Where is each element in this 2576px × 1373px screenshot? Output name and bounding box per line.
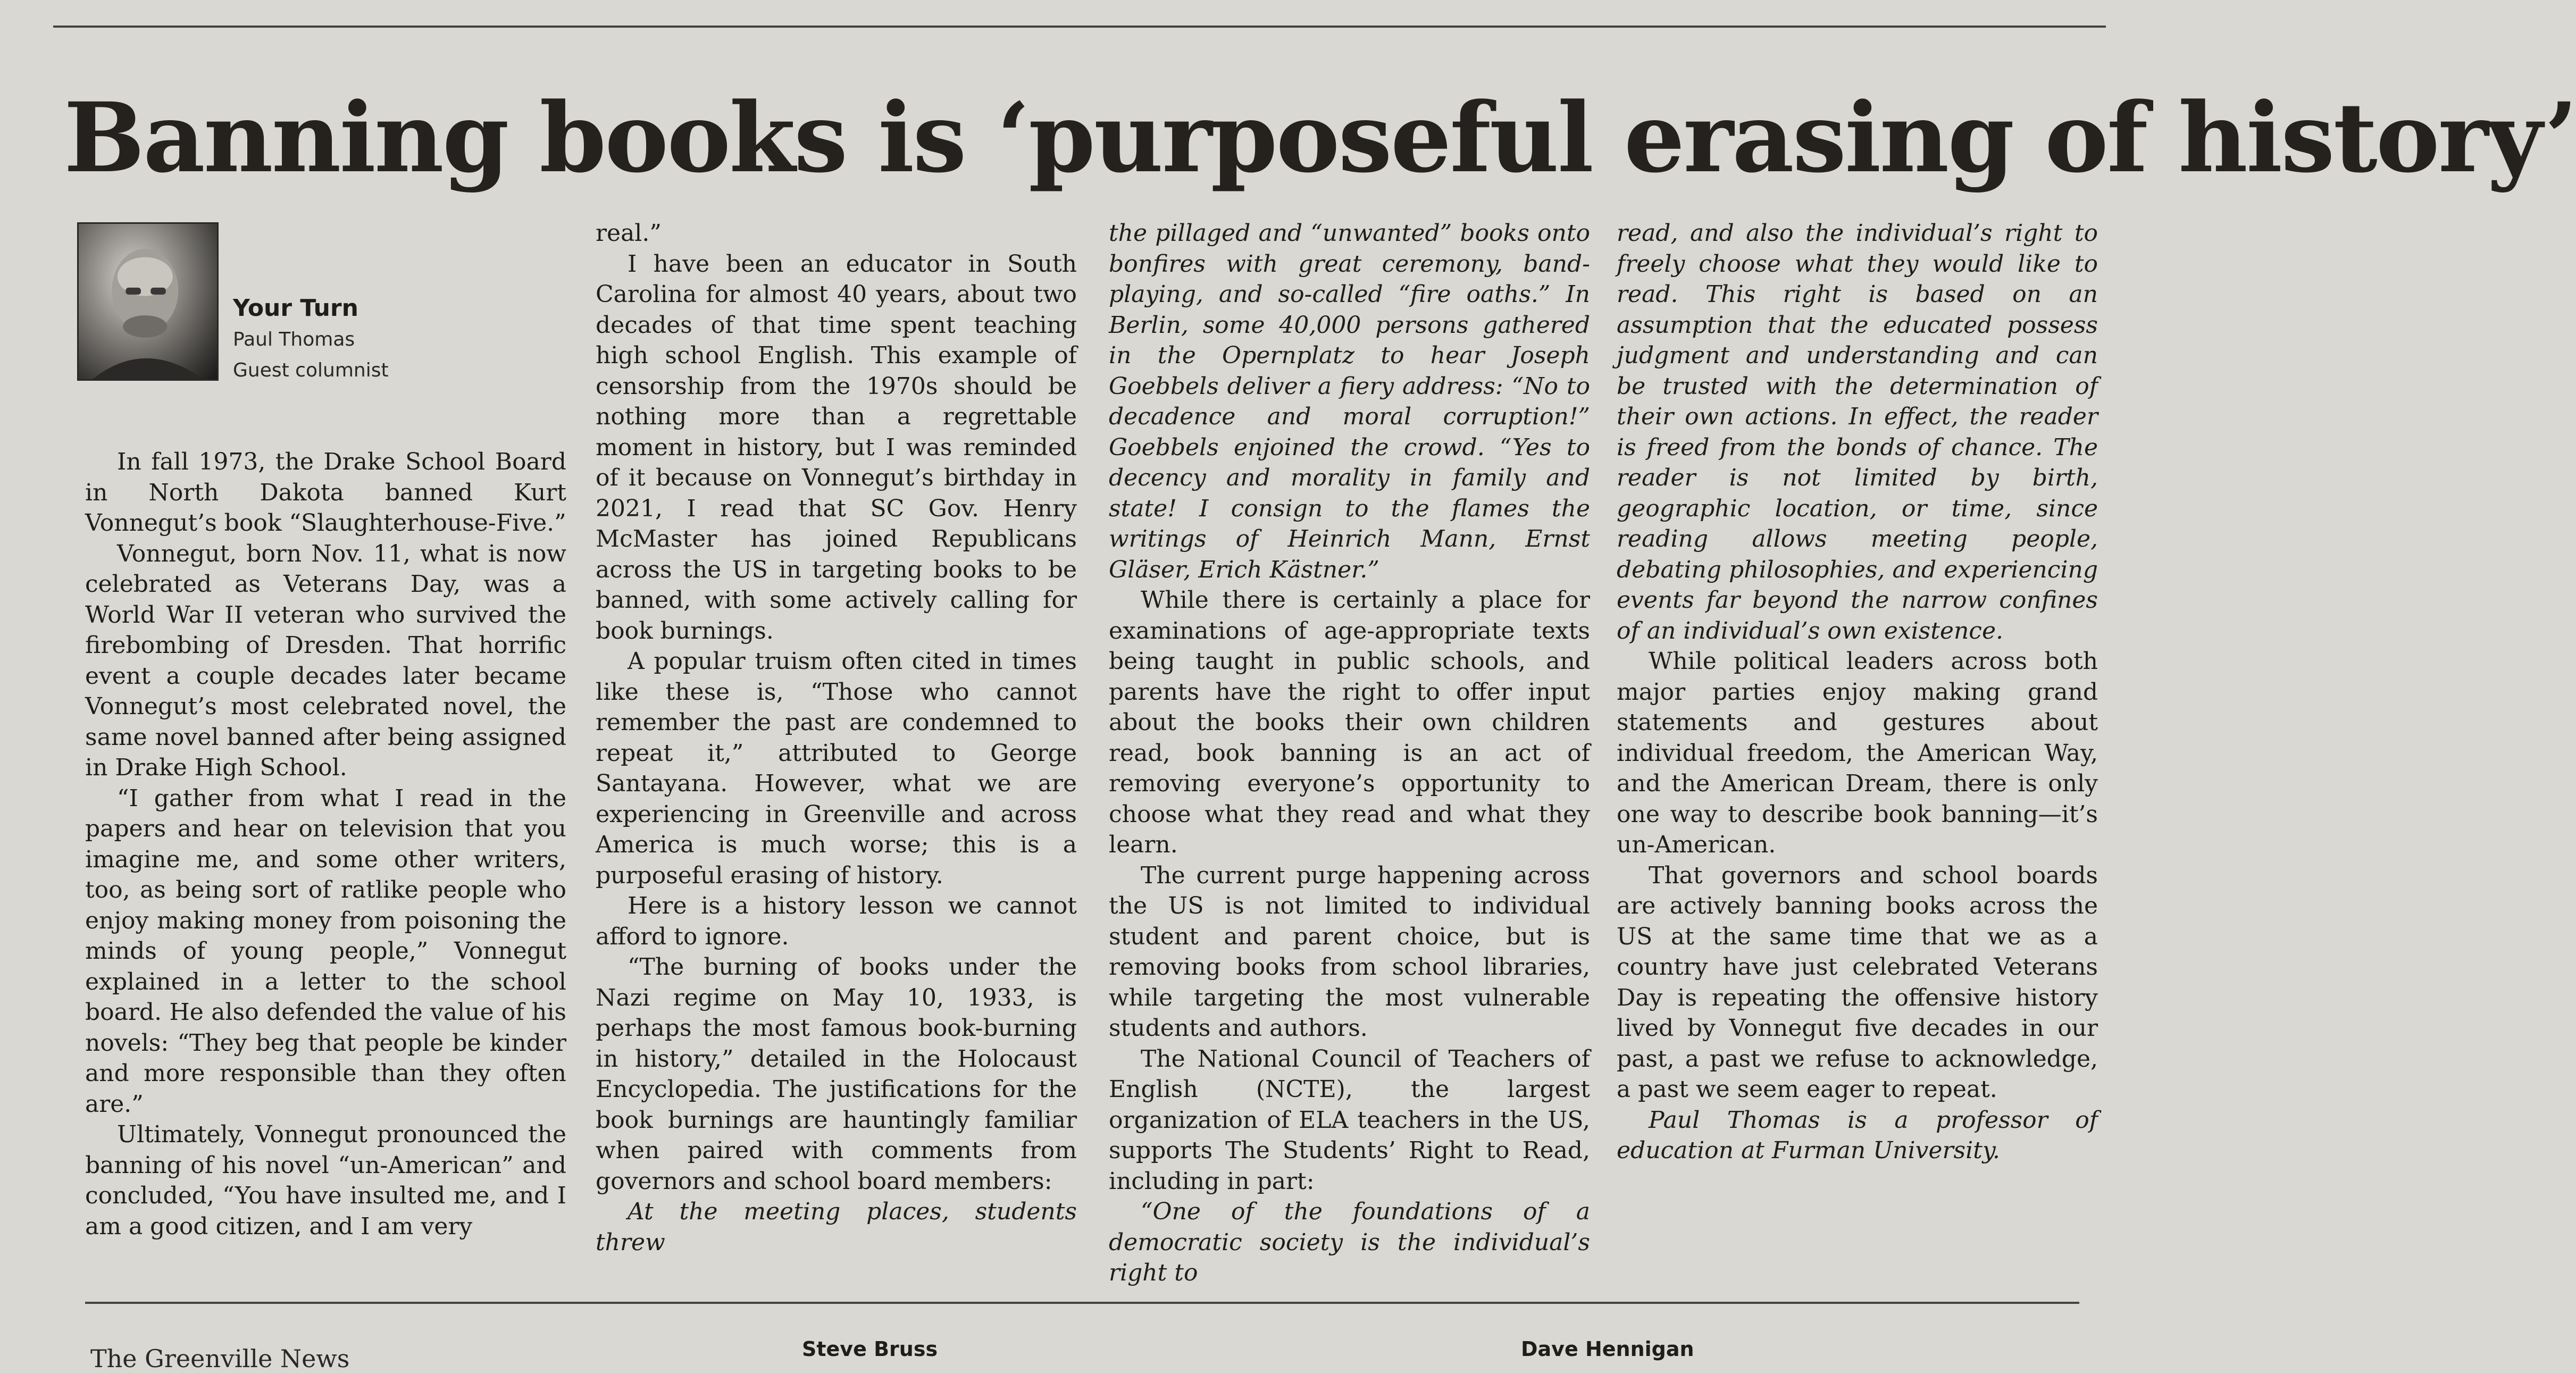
top-rule	[53, 26, 2106, 28]
paragraph: While political leaders across both major parties enjoy making grand statements and gestures about individual freedom, the American Way, and the American Dream, there is only one way to describe book banning—it’s un-American.	[1617, 648, 2098, 858]
byline-author: Paul Thomas	[233, 329, 355, 350]
footer-name-1: Steve Bruss	[802, 1337, 938, 1361]
paragraph: “The burning of books under the Nazi regime on May 10, 1933, is perhaps the most famous book-burning in history,” detailed in the Holocaust Encyclopedia. The justifications for the book burnings are hauntingly familiar when paired with comments from governors and school board members:	[596, 953, 1077, 1195]
article-column-4	[1617, 218, 2098, 1218]
quote-paragraph: At the meeting places, students threw	[596, 1198, 1077, 1256]
paragraph: The current purge happening across the US is not limited to individual student and parent choice, but is removing books from school libraries, while targeting the most vulnerable students and authors.	[1109, 861, 1590, 1042]
footer-name-2: Dave Hennigan	[1521, 1337, 1694, 1361]
paragraph: While there is certainly a place for examinations of age-appropriate texts being taught in public schools, and parents have the right to offer input about the books their own children read, book banning is an act of removing everyone’s opportunity to choose what they read and what they learn.	[1109, 587, 1590, 858]
author-photo	[77, 222, 219, 381]
paragraph: Vonnegut, born Nov. 11, what is now celebrated as Veterans Day, was a World War II veteran who survived the firebombing of Dresden. That horrific event a couple decades later became Vonnegut’s most celebrated novel, the same novel banned after being assigned in Drake High School.	[85, 540, 566, 781]
article-column-1	[85, 447, 566, 1240]
byline	[233, 292, 389, 386]
paragraph: real.”	[596, 220, 662, 247]
headline: Banning books is ‘purposeful erasing of history’	[64, 82, 2576, 194]
byline-heading: Your Turn	[233, 295, 358, 322]
paragraph: A popular truism often cited in times like these is, “Those who cannot remember the past are condemned to repeat it,” attributed to George Santayana. However, what we are experiencing in Greenville and across America is much worse; this is a purposeful erasing of history.	[596, 648, 1077, 889]
paragraph: In fall 1973, the Drake School Board in North Dakota banned Kurt Vonnegut’s book “Slaughterhouse-Five.”	[85, 448, 566, 537]
paragraph: Ultimately, Vonnegut pronounced the banning of his novel “un-American” and concluded, “You have insulted me, and I am a good citizen, and I am very	[85, 1121, 566, 1240]
article-column-3	[1109, 218, 1590, 1286]
author-portrait-icon	[79, 224, 217, 379]
paragraph: I have been an educator in South Carolina for almost 40 years, about two decades of that time spent teaching high school English. This example of censorship from the 1970s should be nothing more than a regrettable moment in history, but I was reminded of it because on Vonnegut’s birthday in 2021, I read that SC Gov. Henry McMaster has joined Republicans across the US in targeting books to be banned, with some actively calling for book burnings.	[596, 250, 1077, 644]
paragraph: “I gather from what I read in the papers and hear on television that you imagine me, and some other writers, too, as being sort of ratlike people who enjoy making money from poisoning the minds of young people,” Vonnegut explained in a letter to the school board. He also defended the value of his novels: “They beg that people be kinder and more responsible than they often are.”	[85, 784, 566, 1118]
quote-paragraph: read, and also the individual’s right to freely choose what they would like to read. This right is based on an assumption that the educated possess judgment and understanding and can be trusted with the determination of their own actions. In effect, the reader is freed from the bonds of chance. The reader is not limited by birth, geographic location, or time, since reading allows meeting people, debating philosophies, and experiencing events far beyond the narrow confines of an individual’s own existence.	[1617, 220, 2098, 644]
author-bio: Paul Thomas is a professor of education at Furman University.	[1617, 1106, 2098, 1164]
paragraph: Here is a history lesson we cannot afford to ignore.	[596, 892, 1077, 950]
byline-role: Guest columnist	[233, 359, 389, 381]
quote-paragraph: “One of the foundations of a democratic society is the individual’s right to	[1109, 1198, 1590, 1286]
quote-paragraph: the pillaged and “unwanted” books onto bonfires with great ceremony, band-playing, and so-called “fire oaths.” In Berlin, some 40,000 persons gathered in the Opernplatz to hear Joseph Goebbels deliver a fiery address: “No to decadence and moral corruption!” Goebbels enjoined the crowd. “Yes to decency and morality in family and state! I consign to the flames the writings of Heinrich Mann, Ernst Gläser, Erich Kästner.”	[1109, 220, 1590, 583]
article-column-2	[596, 218, 1077, 1256]
bottom-rule	[85, 1302, 2079, 1304]
footer-masthead: The Greenville News	[90, 1344, 350, 1373]
paragraph: The National Council of Teachers of English (NCTE), the largest organization of ELA teachers in the US, supports The Students’ Right to Read, including in part:	[1109, 1045, 1590, 1195]
paragraph: That governors and school boards are actively banning books across the US at the same time that we as a country have just celebrated Veterans Day is repeating the offensive history lived by Vonnegut five decades in our past, a past we refuse to acknowledge, a past we seem eager to repeat.	[1617, 861, 2098, 1103]
